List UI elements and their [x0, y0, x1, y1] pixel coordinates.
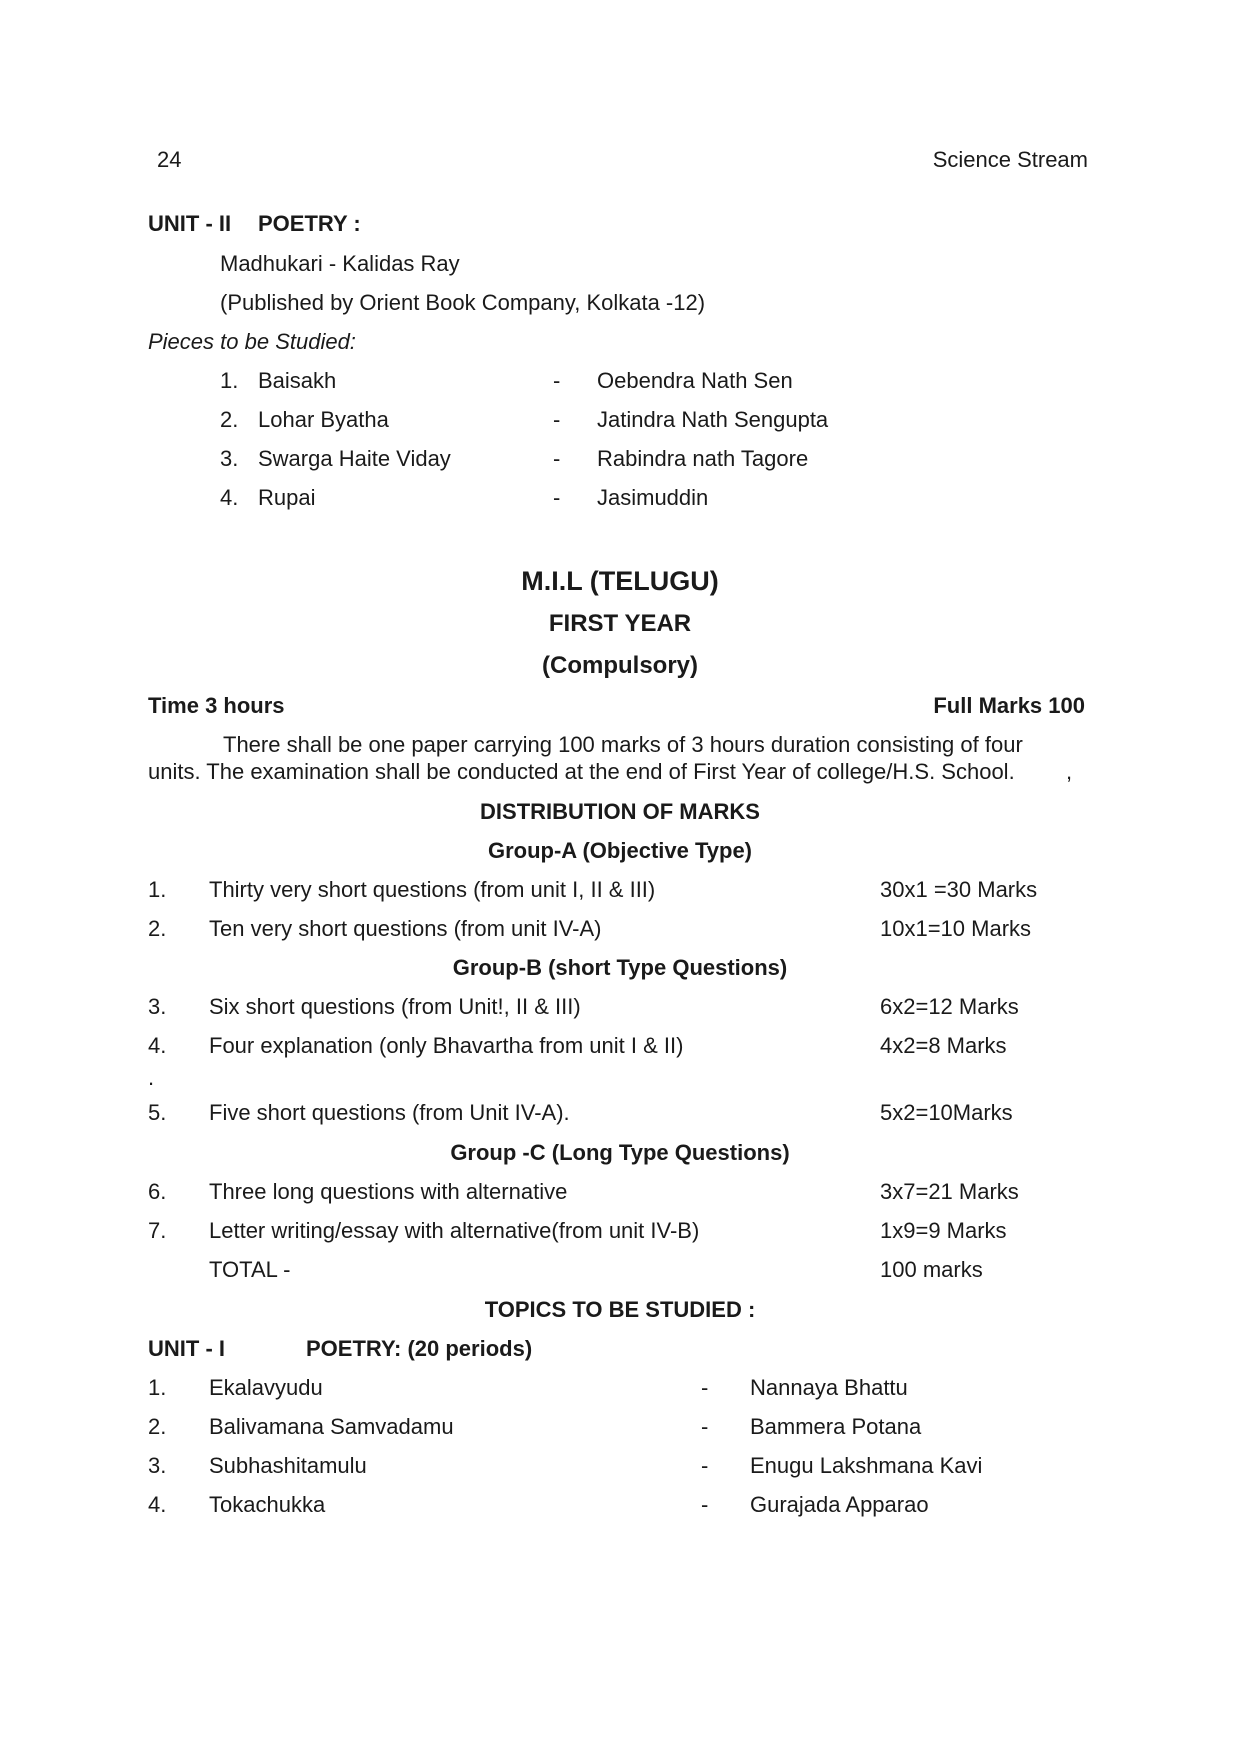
total-marks: 100 marks: [880, 1257, 983, 1282]
compulsory-title: (Compulsory): [542, 652, 698, 679]
marks-item-text: Letter writing/essay with alternative(from unit IV-B): [209, 1218, 700, 1243]
marks-item-text: Five short questions (from Unit IV-A).: [209, 1100, 570, 1125]
total-label: TOTAL -: [209, 1257, 291, 1282]
group-a-heading: Group-A (Objective Type): [487, 838, 753, 863]
unit2-heading: UNIT - II: [148, 211, 232, 236]
topic-author: Bammera Potana: [750, 1414, 922, 1439]
full-marks-label: Full Marks 100: [933, 693, 1085, 718]
marks-item-marks: 5x2=10Marks: [880, 1100, 1013, 1125]
marks-item-text: Six short questions (from Unit!, II & III): [209, 994, 581, 1019]
marks-item-number: 2.: [148, 916, 167, 941]
pieces-label: Pieces to be Studied:: [148, 329, 356, 354]
running-header: Science Stream: [932, 147, 1088, 172]
marks-item-marks: 1x9=9 Marks: [880, 1218, 1007, 1243]
distribution-heading: DISTRIBUTION OF MARKS: [480, 799, 760, 824]
marks-item-marks: 6x2=12 Marks: [880, 994, 1019, 1019]
piece-number: 2.: [220, 407, 239, 432]
topic-number: 1.: [148, 1375, 167, 1400]
piece-title: Baisakh: [258, 368, 337, 393]
piece-title: Swarga Haite Viday: [258, 446, 451, 471]
piece-title: Lohar Byatha: [258, 407, 389, 432]
topic-dash: -: [701, 1414, 709, 1439]
marks-item-marks: 4x2=8 Marks: [880, 1033, 1007, 1058]
intro-line-1: There shall be one paper carrying 100 marks of 3 hours duration consisting of four: [223, 732, 1023, 757]
topics-heading: TOPICS TO BE STUDIED :: [484, 1297, 756, 1322]
unit1-subheading: POETRY: (20 periods): [306, 1336, 533, 1361]
page-number: 24: [157, 147, 182, 172]
marks-item-marks: 30x1 =30 Marks: [880, 877, 1038, 902]
unit2-subheading: POETRY :: [258, 211, 361, 236]
marks-item-number: 5.: [148, 1100, 167, 1125]
piece-dash: -: [553, 368, 561, 393]
piece-number: 3.: [220, 446, 239, 471]
topic-author: Enugu Lakshmana Kavi: [750, 1453, 983, 1478]
marks-item-marks: 3x7=21 Marks: [880, 1179, 1019, 1204]
marks-item-number: 4.: [148, 1033, 167, 1058]
topic-title: Ekalavyudu: [209, 1375, 323, 1400]
topic-dash: -: [701, 1453, 709, 1478]
marks-item-text: Three long questions with alternative: [209, 1179, 568, 1204]
intro-line-2: units. The examination shall be conducted at the end of First Year of college/H.S. School.: [148, 759, 1015, 784]
intro-trailing-comma: ,: [1066, 759, 1073, 784]
topic-title: Tokachukka: [209, 1492, 326, 1517]
piece-dash: -: [553, 485, 561, 510]
stray-dot: .: [148, 1065, 155, 1090]
topic-author: Gurajada Apparao: [750, 1492, 929, 1517]
topic-author: Nannaya Bhattu: [750, 1375, 908, 1400]
topic-dash: -: [701, 1492, 709, 1517]
topic-number: 4.: [148, 1492, 167, 1517]
marks-item-number: 3.: [148, 994, 167, 1019]
marks-item-text: Thirty very short questions (from unit I, II & III): [209, 877, 656, 902]
section-title: M.I.L (TELUGU): [521, 566, 719, 596]
piece-dash: -: [553, 407, 561, 432]
topic-number: 3.: [148, 1453, 167, 1478]
marks-item-text: Four explanation (only Bhavartha from unit I & II): [209, 1033, 684, 1058]
marks-item-marks: 10x1=10 Marks: [880, 916, 1032, 941]
group-c-heading: Group -C (Long Type Questions): [450, 1140, 790, 1165]
piece-author: Jatindra Nath Sengupta: [597, 407, 829, 432]
year-title: FIRST YEAR: [548, 610, 692, 637]
topic-number: 2.: [148, 1414, 167, 1439]
unit2-book: Madhukari - Kalidas Ray: [220, 251, 460, 276]
piece-author: Oebendra Nath Sen: [597, 368, 793, 393]
time-label: Time 3 hours: [148, 693, 285, 718]
marks-item-number: 1.: [148, 877, 167, 902]
piece-dash: -: [553, 446, 561, 471]
marks-item-text: Ten very short questions (from unit IV-A): [209, 916, 602, 941]
group-b-heading: Group-B (short Type Questions): [452, 955, 788, 980]
topic-title: Balivamana Samvadamu: [209, 1414, 454, 1439]
unit2-publisher: (Published by Orient Book Company, Kolkata -12): [220, 290, 706, 315]
piece-author: Rabindra nath Tagore: [597, 446, 809, 471]
marks-item-number: 6.: [148, 1179, 167, 1204]
unit1-heading: UNIT - I: [148, 1336, 225, 1361]
marks-item-number: 7.: [148, 1218, 167, 1243]
piece-title: Rupai: [258, 485, 316, 510]
piece-author: Jasimuddin: [597, 485, 709, 510]
topic-title: Subhashitamulu: [209, 1453, 367, 1478]
topic-dash: -: [701, 1375, 709, 1400]
piece-number: 4.: [220, 485, 239, 510]
piece-number: 1.: [220, 368, 239, 393]
